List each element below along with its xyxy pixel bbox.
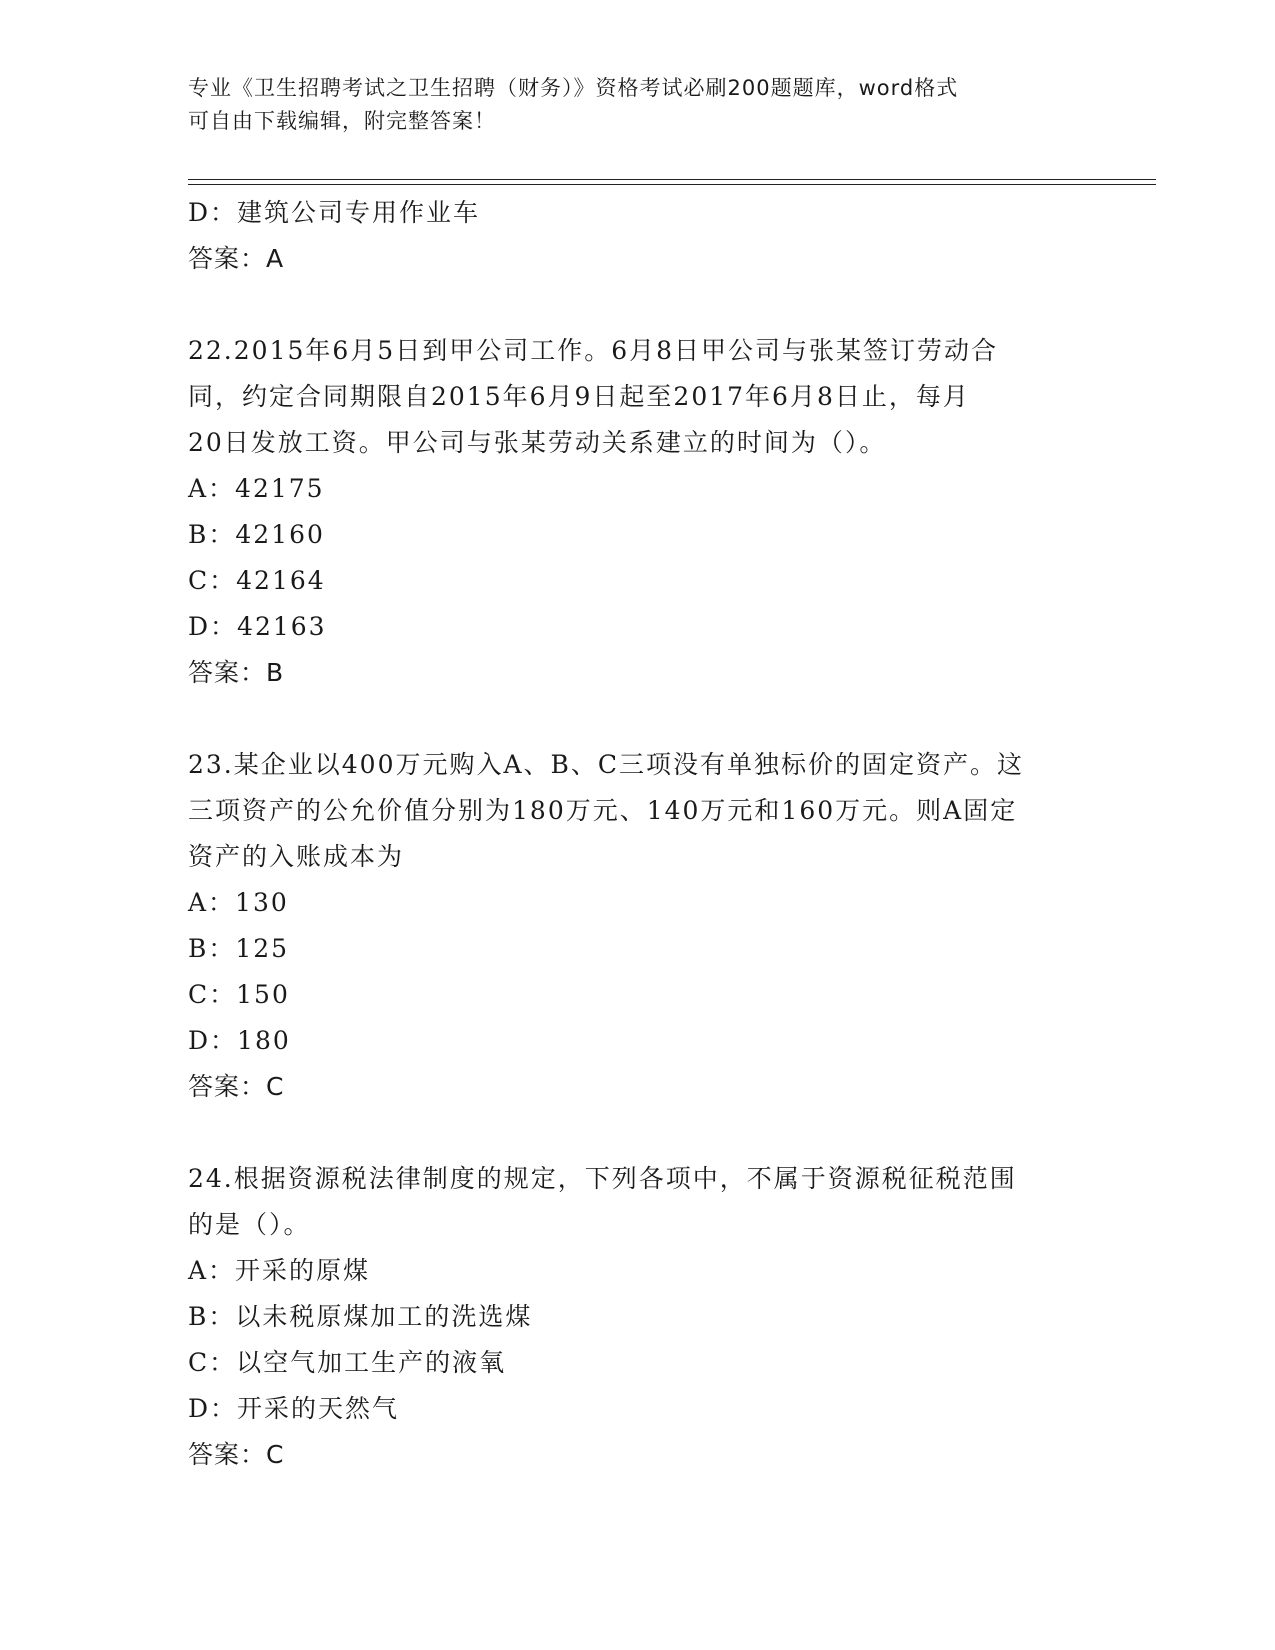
question-text-line: 的是（）。 — [188, 1210, 311, 1239]
option-d: D：42163 — [188, 612, 327, 641]
option-d: D：开采的天然气 — [188, 1394, 400, 1423]
header-line-1: 专业《卫生招聘考试之卫生招聘（财务）》资格考试必刷200题题库，word格式 — [188, 76, 959, 100]
option-c: C：150 — [188, 980, 290, 1009]
spacer — [188, 1110, 1088, 1156]
question-text-line: 23.某企业以400万元购入A、B、C三项没有单独标价的固定资产。这 — [188, 750, 1025, 779]
answer-label: 答案：C — [188, 1072, 285, 1101]
spacer — [188, 696, 1088, 742]
question-text-line: 资产的入账成本为 — [188, 842, 405, 871]
option-d: D：180 — [188, 1026, 291, 1055]
question-text-line: 20日发放工资。甲公司与张某劳动关系建立的时间为（）。 — [188, 428, 887, 457]
question-text-line: 22.2015年6月5日到甲公司工作。6月8日甲公司与张某签订劳动合 — [188, 336, 999, 365]
option-a: A：开采的原煤 — [188, 1256, 371, 1285]
header-line-2: 可自由下载编辑，附完整答案！ — [188, 109, 496, 133]
question-23 — [188, 742, 1088, 1110]
option-b: B：42160 — [188, 520, 325, 549]
header-divider-top — [188, 179, 1156, 180]
option-c: C：42164 — [188, 566, 326, 595]
spacer — [188, 282, 1088, 328]
question-text-line: 三项资产的公允价值分别为180万元、140万元和160万元。则A固定 — [188, 796, 1018, 825]
option-c: C：以空气加工生产的液氧 — [188, 1348, 507, 1377]
option-b: B：以未税原煤加工的洗选煤 — [188, 1302, 533, 1331]
header-divider-bottom — [188, 184, 1156, 185]
answer-label: 答案：B — [188, 658, 285, 687]
option-b: B：125 — [188, 934, 290, 963]
option-a: A：130 — [188, 888, 289, 917]
option-a: A：42175 — [188, 474, 325, 503]
answer-label: 答案：A — [188, 244, 285, 273]
question-24 — [188, 1156, 1088, 1478]
option-d: D：建筑公司专用作业车 — [188, 198, 481, 227]
document-header — [188, 72, 1088, 138]
question-text-line: 同，约定合同期限自2015年6月9日起至2017年6月8日止，每月 — [188, 382, 970, 411]
question-22 — [188, 328, 1088, 696]
previous-question-tail — [188, 190, 1088, 282]
answer-label: 答案：C — [188, 1440, 285, 1469]
question-content — [188, 190, 1088, 1478]
question-text-line: 24.根据资源税法律制度的规定，下列各项中，不属于资源税征税范围 — [188, 1164, 1017, 1193]
